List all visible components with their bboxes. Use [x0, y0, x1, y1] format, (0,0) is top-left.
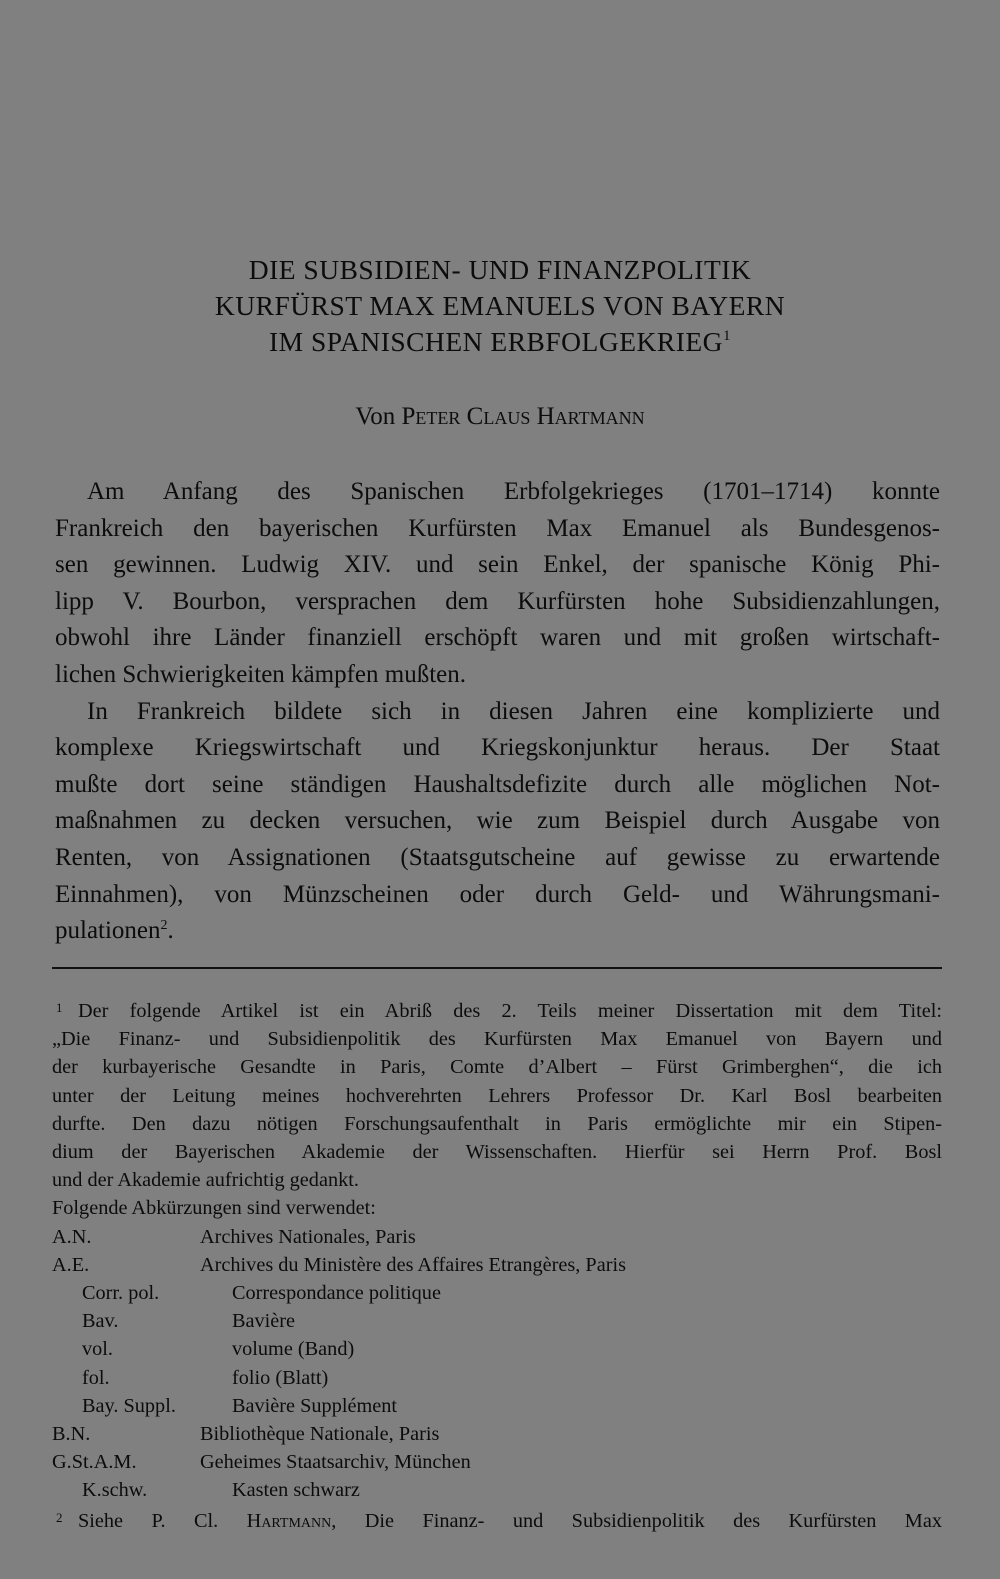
title-line: [0, 324, 1000, 360]
abbreviation-meaning: volume (Band): [232, 1338, 355, 1361]
author-line: [0, 401, 1000, 433]
abbreviation: A.E.: [52, 1253, 90, 1276]
text-line: Frankreich den bayerischen Kurfürsten Max Emanuel als Bundesgenos-: [55, 514, 940, 542]
footnote-text: Der folgende Artikel ist ein Abriß des 2. Teils meiner Dissertation mit dem Titel:: [78, 1000, 942, 1022]
footnote-divider: [52, 967, 942, 969]
abbreviation-meaning: Correspondance politique: [232, 1281, 441, 1304]
abbreviation-row: [52, 1307, 942, 1335]
title-line-text: IM SPANISCHEN ERBFOLGEKRIEG: [268, 326, 724, 357]
footnote-2-number: 2: [56, 1510, 63, 1526]
abbreviation: Bay. Suppl.: [82, 1394, 176, 1417]
text-line: sen gewinnen. Ludwig XIV. und sein Enkel, der spanische König Phi-: [55, 551, 940, 579]
text-line: [55, 913, 940, 950]
author-prefix: Von: [355, 403, 396, 430]
abbreviation: fol.: [82, 1366, 110, 1389]
abbreviation-meaning: Archives du Ministère des Affaires Etrangères, Paris: [200, 1253, 626, 1276]
abbreviation-meaning: folio (Blatt): [232, 1366, 329, 1389]
abbreviation: Bav.: [82, 1310, 119, 1333]
text-line: In Frankreich bildete sich in diesen Jahren eine komplizierte und: [87, 697, 940, 725]
footnotes: [52, 994, 942, 1536]
abbreviation-meaning: Bibliothèque Nationale, Paris: [200, 1422, 440, 1445]
abbreviation: Corr. pol.: [82, 1281, 160, 1304]
abbreviation: K.schw.: [82, 1479, 148, 1502]
title-line: [0, 288, 1000, 324]
title-line: DIE SUBSIDIEN- UND FINANZPOLITIK: [248, 254, 752, 285]
body-text: [55, 474, 940, 950]
footnote-line: unter der Leitung meines hochverehrten Lehrers Professor Dr. Karl Bosl bearbeiten: [52, 1084, 942, 1107]
footnote-2-prefix: Siehe P. Cl.: [78, 1510, 219, 1533]
text-line: lipp V. Bourbon, versprachen dem Kurfürsten hohe Subsidienzahlungen,: [55, 587, 940, 615]
abbreviations-intro: Folgende Abkürzungen sind verwendet:: [52, 1197, 376, 1220]
abbreviation-meaning: Bavière: [232, 1310, 296, 1333]
text-line: lichen Schwierigkeiten kämpfen mußten.: [55, 660, 466, 688]
abbreviation-meaning: Kasten schwarz: [232, 1479, 360, 1502]
abbreviation-meaning: Bavière Supplément: [232, 1394, 398, 1417]
abbreviation: A.N.: [52, 1225, 92, 1248]
footnote-2-text: , Die Finanz- und Subsidienpolitik des Kurfürsten Max: [331, 1510, 942, 1533]
abbreviation-row: [52, 1335, 942, 1363]
text-line: Einnahmen), von Münzscheinen oder durch Geld- und Währungsmani-: [55, 880, 940, 908]
author-name: Peter Claus Hartmann: [401, 403, 645, 430]
footnote-1-number: 1: [56, 1000, 63, 1015]
text-line-end: .: [167, 917, 174, 945]
footnote-line: und der Akademie aufrichtig gedankt.: [52, 1169, 359, 1192]
abbreviation-row: [52, 1448, 942, 1476]
abbreviation-row: [52, 1223, 942, 1251]
abbreviation-row: [52, 1392, 942, 1420]
title-footnote-mark[interactable]: 1: [723, 328, 732, 344]
text-line: komplexe Kriegswirtschaft und Kriegskonjunktur heraus. Der Staat: [55, 734, 940, 762]
footnote-line: dium der Bayerischen Akademie der Wissenschaften. Hierfür sei Herrn Prof. Bosl: [52, 1141, 942, 1164]
abbreviation-row: [52, 1279, 942, 1307]
title-line-text: KURFÜRST MAX EMANUELS VON BAYERN: [214, 290, 786, 321]
abbreviation: G.St.A.M.: [52, 1451, 137, 1474]
abbreviation-meaning: Archives Nationales, Paris: [200, 1225, 416, 1248]
footnote-mark-2[interactable]: 2: [160, 918, 168, 934]
text-line: Am Anfang des Spanischen Erbfolgekrieges (1701–1714) konnte: [87, 478, 940, 505]
text-line: maßnahmen zu decken versuchen, wie zum Beispiel durch Ausgabe von: [55, 807, 940, 835]
text-line-content: pulationen: [55, 917, 161, 945]
footnote-line: der kurbayerische Gesandte in Paris, Comte d’Albert – Fürst Grimberghen“, die ich: [52, 1056, 942, 1079]
footnote-2-author: Hartmann: [246, 1510, 332, 1533]
abbreviation-meaning: Geheimes Staatsarchiv, München: [200, 1451, 471, 1474]
paragraph-1: [55, 474, 940, 694]
abbreviation-row: [52, 1476, 942, 1504]
footnote-line: „Die Finanz- und Subsidienpolitik des Kurfürsten Max Emanuel von Bayern und: [52, 1028, 942, 1051]
abbreviation: vol.: [82, 1338, 113, 1361]
abbreviation-row: [52, 1364, 942, 1392]
article-title: [0, 252, 1000, 360]
text-line: obwohl ihre Länder finanziell erschöpft waren und mit großen wirtschaft-: [55, 624, 940, 652]
footnote-1-first-line: [52, 994, 942, 1025]
abbreviation-row: [52, 1251, 942, 1279]
text-line: mußte dort seine ständigen Haushaltsdefizite durch alle möglichen Not-: [55, 770, 940, 798]
abbreviation-list: [52, 1223, 942, 1505]
paragraph-2: [55, 694, 940, 950]
footnote-line: durfte. Den dazu nötigen Forschungsaufenthalt in Paris ermöglichte mir ein Stipen-: [52, 1112, 942, 1135]
abbreviation-row: [52, 1420, 942, 1448]
abbreviation: B.N.: [52, 1422, 91, 1445]
text-line: Renten, von Assignationen (Staatsgutscheine auf gewisse zu erwartende: [55, 843, 940, 871]
footnote-2-line: [52, 1504, 942, 1535]
